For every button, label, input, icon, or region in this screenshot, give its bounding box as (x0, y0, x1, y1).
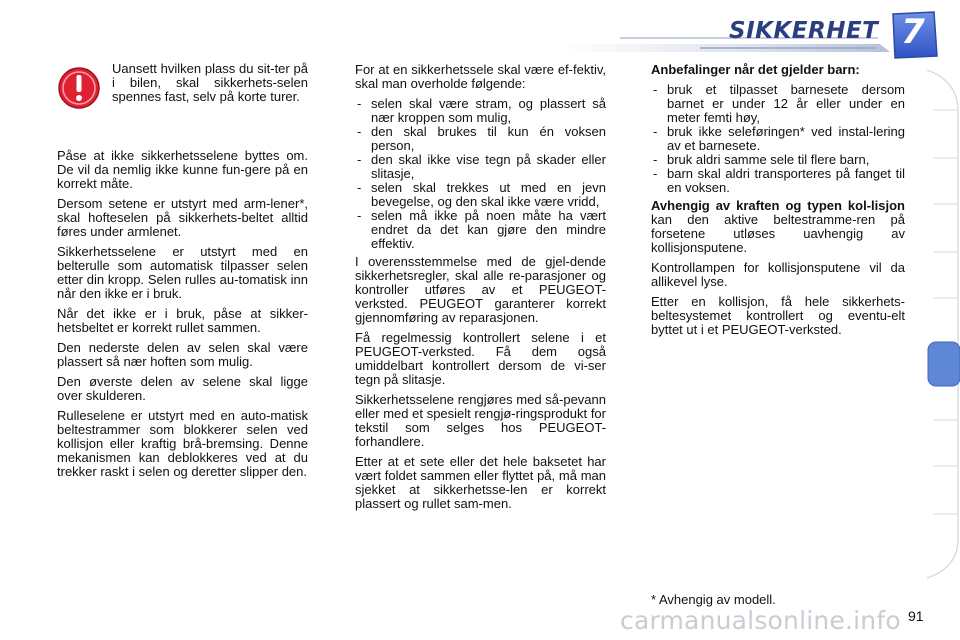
column-1 (57, 149, 308, 485)
paragraph: Den øverste delen av selene skal ligge over skulderen. (57, 374, 308, 403)
chapter-tabs (925, 70, 960, 580)
chapter-tab-strip (925, 70, 960, 580)
list-item: - bruk ikke seleføringen* ved instal-lering av et barnesete. (651, 125, 905, 153)
children-recommendations-list (651, 83, 905, 195)
paragraph: Dersom setene er utstyrt med arm-lener*, skal hofteselen på sikkerhets-beltet alltid føres under armlenet. (57, 196, 308, 239)
list-item: - barn skal aldri transporteres på fanget til en voksen. (651, 167, 905, 195)
column-2 (355, 63, 606, 517)
paragraph: Få regelmessig kontrollert selene i et PEUGEOT-verksted. Få dem også umiddelbart kontrollert dersom de vi-ser tegn på slitasje. (355, 330, 606, 387)
column-3 (651, 63, 905, 343)
paragraph: Rulleselene er utstyrt med en auto-matisk beltestrammer som blokkerer selen ved kollisjon eller kraftig brå-bremsing. Denne mekanismen kan deblokkeres ved at du trekker raskt i selen og deretter slipper den. (57, 408, 308, 479)
paragraph: Sikkerhetsselene er utstyrt med en belterulle som automatisk tilpasser selen etter din kropp. Selen rulles au-tomatisk inn når den ikke er i bruk. (57, 244, 308, 301)
paragraph: Kontrollampen for kollisjonsputene vil da allikevel lyse. (651, 260, 905, 289)
chapter-title: SIKKERHET (729, 18, 879, 44)
list-item: - den skal ikke vise tegn på skader eller slitasje, (355, 153, 606, 181)
list-item: - selen må ikke på noen måte ha vært endret da det kan gjøre den mindre effektiv. (355, 209, 606, 251)
seatbelt-requirements-list (355, 97, 606, 251)
pretensioner-paragraph (651, 199, 905, 255)
paragraph: Etter en kollisjon, få hele sikkerhets-beltesystemet kontrollert og eventu-elt byttet ut i et PEUGEOT-verksted. (651, 294, 905, 337)
list-item: - den skal brukes til kun én voksen person, (355, 125, 606, 153)
list-item: - bruk et tilpasset barnesete dersom barnet er under 12 år eller under en meter femti høy, (651, 83, 905, 125)
paragraph: Påse at ikke sikkerhetsselene byttes om. De vil da nemlig ikke kunne fun-gere på en korrekt måte. (57, 148, 308, 191)
pretensioner-bold-lead: Avhengig av kraften og typen kol-lisjon (651, 198, 905, 213)
paragraph: Når det ikke er i bruk, påse at sikker-hetsbeltet er korrekt rullet sammen. (57, 306, 308, 335)
watermark: carmanualsonline.info (620, 606, 901, 635)
list-item: - selen skal trekkes ut med en jevn bevegelse, og den skal ikke være vridd, (355, 181, 606, 209)
footnote: * Avhengig av modell. (651, 592, 776, 607)
paragraph: I overensstemmelse med de gjel-dende sikkerhetsregler, skal alle re-parasjoner og kontroller utføres av et PEUGEOT-verksted. PEUGEOT garanterer korrekt gjennomføring av reparasjonen. (355, 254, 606, 325)
chapter-header (0, 0, 960, 70)
pretensioner-text: kan den aktive beltestramme-ren på forsetene utløses uavhengig av kollisjonsputene. (651, 212, 905, 255)
list-item: - selen skal være stram, og plassert så nær kroppen som mulig, (355, 97, 606, 125)
list-item: - bruk aldri samme sele til flere barn, (651, 153, 905, 167)
paragraph: Sikkerhetsselene rengjøres med så-pevann eller med et spesielt rengjø-ringsprodukt for tekstil som selges hos PEUGEOT-forhandlere. (355, 392, 606, 449)
warning-text: Uansett hvilken plass du sit-ter på i bilen, skal sikkerhets-selen spennes fast, selv på korte turer. (112, 61, 308, 104)
paragraph: Den nederste delen av selen skal være plassert så nær hoften som mulig. (57, 340, 308, 369)
page-number: 91 (908, 608, 924, 624)
paragraph: Etter at et sete eller det hele baksetet har vært foldet sammen eller flyttet på, må man sjekket at sikkerhetsse-len er korrekt plassert og rullet sam-men. (355, 454, 606, 511)
exclamation-warning-icon (57, 66, 101, 110)
children-heading: Anbefalinger når det gjelder barn: (651, 62, 860, 77)
intro-text: For at en sikkerhetssele skal være ef-fektiv, skal man overholde følgende: (355, 62, 606, 91)
chapter-number: 7 (901, 12, 925, 52)
